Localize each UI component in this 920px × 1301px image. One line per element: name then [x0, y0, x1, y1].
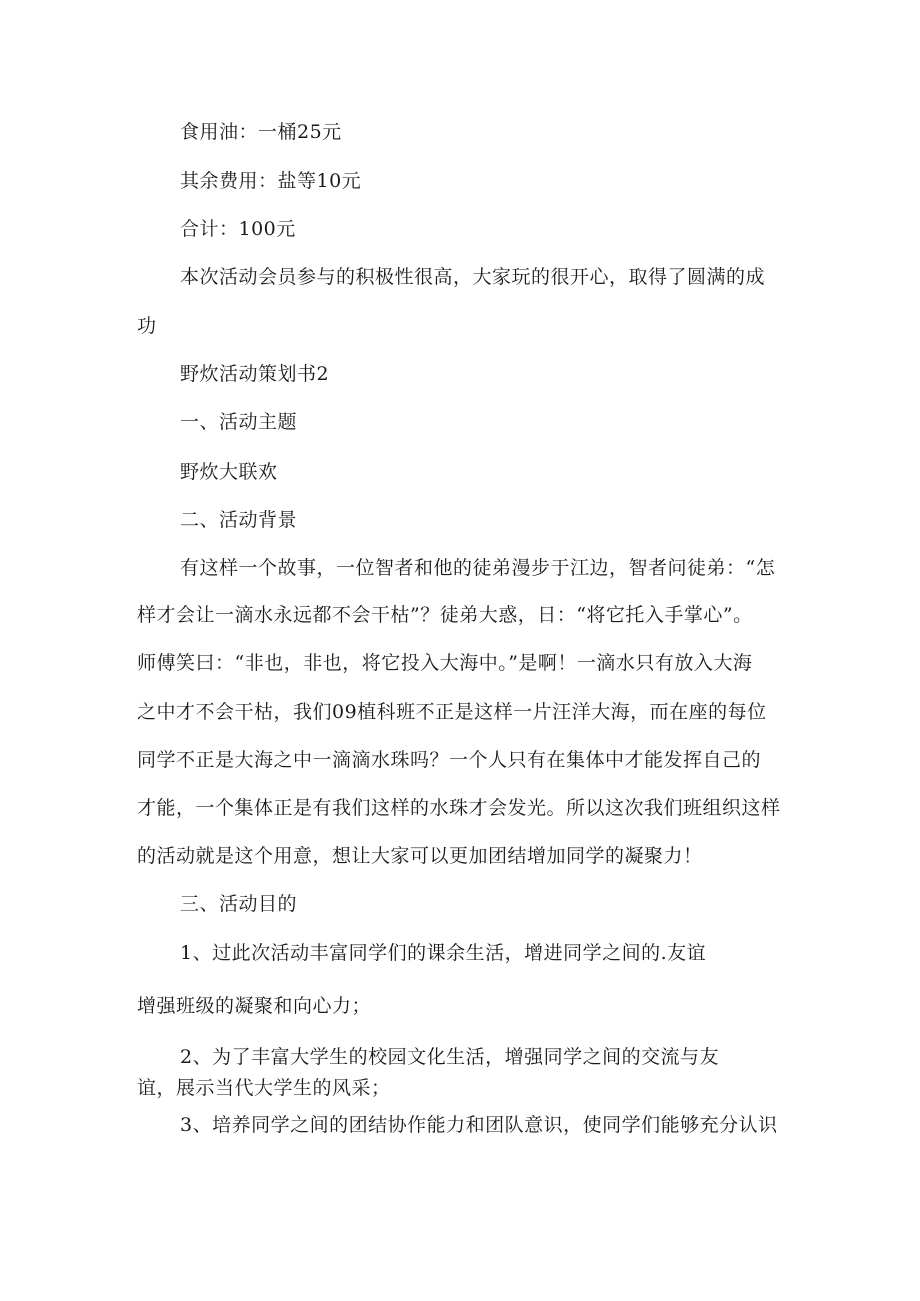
purpose-1-line-2: 增强班级的凝聚和向心力；	[137, 995, 372, 1017]
background-line-3: 师傅笑曰：“非也，非也，将它投入大海中。”是啊！一滴水只有放入大海	[137, 652, 753, 674]
summary-line-1: 本次活动会员参与的积极性很高，大家玩的很开心，取得了圆满的成	[180, 266, 766, 288]
purpose-2-line-1: 2、为了丰富大学生的校园文化生活，增强同学之间的交流与友	[180, 1046, 720, 1068]
expense-other: 其余费用：盐等10元	[180, 170, 362, 192]
purpose-3-line-1: 3、培养同学之间的团结协作能力和团队意识，使同学们能够充分认识	[180, 1114, 778, 1136]
purpose-2-line-2: 谊，展示当代大学生的风采；	[137, 1077, 391, 1099]
expense-total: 合计：100元	[180, 218, 296, 240]
background-line-7: 的活动就是这个用意，想让大家可以更加团结增加同学的凝聚力！	[137, 845, 703, 867]
background-line-5: 同学不正是大海之中一滴滴水珠吗？一个人只有在集体中才能发挥自己的	[137, 749, 762, 771]
theme-text: 野炊大联欢	[180, 461, 278, 483]
section-heading-purpose: 三、活动目的	[180, 893, 298, 915]
expense-oil: 食用油：一桶25元	[180, 121, 342, 143]
section-heading-theme: 一、活动主题	[180, 411, 298, 433]
document-title: 野炊活动策划书2	[180, 363, 330, 385]
background-line-6: 才能，一个集体正是有我们这样的水珠才会发光。所以这次我们班组织这样	[137, 797, 781, 819]
section-heading-background: 二、活动背景	[180, 509, 298, 531]
background-line-4: 之中才不会干枯，我们09植科班不正是这样一片汪洋大海，而在座的每位	[137, 701, 767, 723]
purpose-1-line-1: 1、过此次活动丰富同学们的课余生活，增进同学之间的.友谊	[180, 942, 707, 964]
summary-line-2: 功	[137, 315, 157, 337]
background-line-2: 样才会让一滴水永远都不会干枯”？徒弟大惑，日：“将它托入手掌心”。	[137, 604, 753, 626]
background-line-1: 有这样一个故事，一位智者和他的徒弟漫步于江边，智者问徒弟：“怎	[180, 557, 776, 579]
